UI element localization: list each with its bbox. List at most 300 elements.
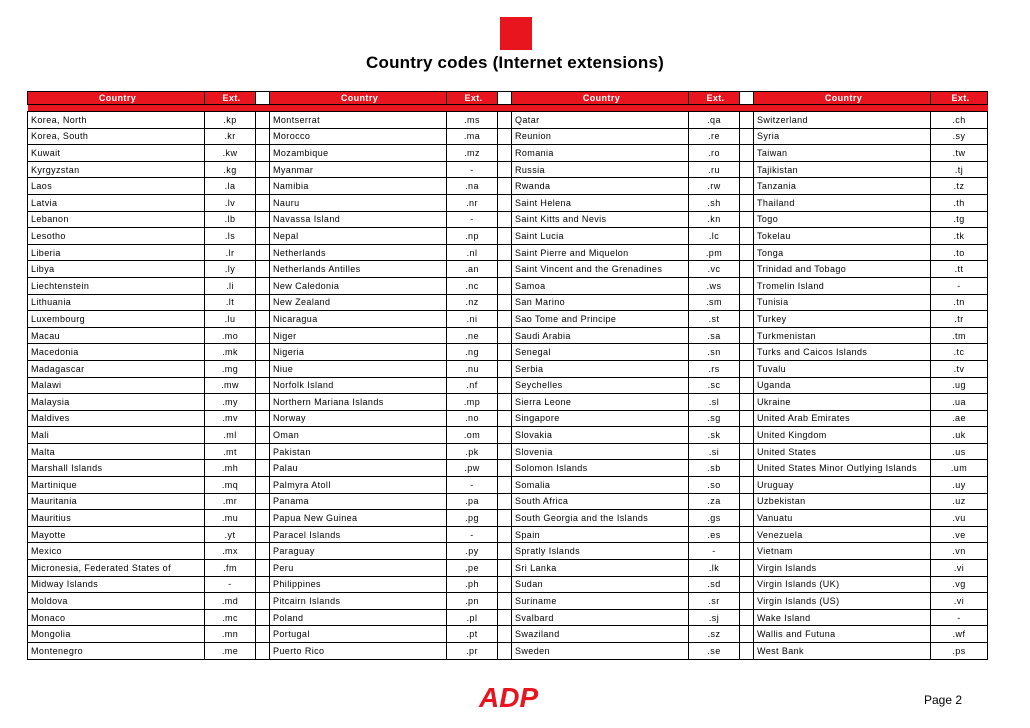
table-row (28, 593, 988, 610)
country-name-cell: South Africa (512, 493, 689, 510)
country-name-cell: Rwanda (512, 178, 689, 195)
country-ext-cell: .tz (931, 178, 988, 195)
country-name-cell: Turkmenistan (754, 327, 931, 344)
country-name-cell: Trinidad and Tobago (754, 261, 931, 278)
country-ext-cell: .pl (447, 609, 498, 626)
column-gap (740, 344, 754, 361)
country-name-cell: Saint Lucia (512, 228, 689, 245)
country-name-cell: Saudi Arabia (512, 327, 689, 344)
country-ext-cell: .pw (447, 460, 498, 477)
country-name-cell: Malawi (28, 377, 205, 394)
country-ext-cell: .si (689, 443, 740, 460)
column-gap (740, 161, 754, 178)
country-ext-cell: .ng (447, 344, 498, 361)
column-gap (256, 211, 270, 228)
country-ext-cell: .ma (447, 128, 498, 145)
country-ext-cell: .sr (689, 593, 740, 610)
country-name-cell: Vanuatu (754, 510, 931, 527)
column-gap (740, 228, 754, 245)
country-ext-cell: .yt (205, 526, 256, 543)
header-gap (498, 92, 512, 105)
table-row (28, 443, 988, 460)
country-ext-cell: .lv (205, 194, 256, 211)
country-name-cell: Turkey (754, 311, 931, 328)
country-name-cell: Spain (512, 526, 689, 543)
country-name-cell: Wake Island (754, 609, 931, 626)
country-ext-cell: .tn (931, 294, 988, 311)
country-ext-cell: .mg (205, 360, 256, 377)
header-ext: Ext. (447, 92, 498, 105)
country-name-cell: Lithuania (28, 294, 205, 311)
country-ext-cell: .sb (689, 460, 740, 477)
table-row (28, 427, 988, 444)
country-name-cell: Pitcairn Islands (270, 593, 447, 610)
column-gap (256, 609, 270, 626)
column-gap (740, 294, 754, 311)
column-gap (256, 443, 270, 460)
country-ext-cell: .na (447, 178, 498, 195)
column-gap (256, 526, 270, 543)
country-ext-cell: .tg (931, 211, 988, 228)
country-ext-cell: .mz (447, 145, 498, 162)
column-gap (740, 360, 754, 377)
column-gap (256, 460, 270, 477)
column-gap (740, 626, 754, 643)
country-ext-cell: .lr (205, 244, 256, 261)
country-ext-cell: .tc (931, 344, 988, 361)
country-ext-cell: - (447, 161, 498, 178)
country-ext-cell: .lb (205, 211, 256, 228)
country-name-cell: Uganda (754, 377, 931, 394)
column-gap (498, 394, 512, 411)
column-gap (740, 560, 754, 577)
table-row (28, 327, 988, 344)
country-name-cell: Uruguay (754, 477, 931, 494)
country-ext-cell: .mw (205, 377, 256, 394)
country-ext-cell: .nc (447, 277, 498, 294)
country-name-cell: Togo (754, 211, 931, 228)
country-ext-cell: .sk (689, 427, 740, 444)
country-ext-cell: .wf (931, 626, 988, 643)
country-ext-cell: .sj (689, 609, 740, 626)
country-name-cell: Tanzania (754, 178, 931, 195)
country-name-cell: Tokelau (754, 228, 931, 245)
country-name-cell: Spratly Islands (512, 543, 689, 560)
country-name-cell: New Caledonia (270, 277, 447, 294)
column-gap (498, 477, 512, 494)
country-name-cell: Liberia (28, 244, 205, 261)
country-ext-cell: .vn (931, 543, 988, 560)
country-ext-cell: .pr (447, 643, 498, 660)
column-gap (740, 543, 754, 560)
table-row (28, 178, 988, 195)
country-name-cell: Malaysia (28, 394, 205, 411)
column-gap (498, 493, 512, 510)
country-name-cell: Pakistan (270, 443, 447, 460)
column-gap (740, 327, 754, 344)
country-name-cell: Norfolk Island (270, 377, 447, 394)
country-name-cell: Saint Pierre and Miquelon (512, 244, 689, 261)
country-ext-cell: .mo (205, 327, 256, 344)
country-ext-cell: .qa (689, 112, 740, 129)
country-name-cell: Sri Lanka (512, 560, 689, 577)
country-ext-cell: .fm (205, 560, 256, 577)
table-row (28, 493, 988, 510)
country-ext-cell: .tt (931, 261, 988, 278)
country-name-cell: Martinique (28, 477, 205, 494)
country-ext-cell: .pa (447, 493, 498, 510)
country-ext-cell: - (447, 526, 498, 543)
table-row (28, 211, 988, 228)
country-ext-cell: .tm (931, 327, 988, 344)
country-name-cell: Mongolia (28, 626, 205, 643)
column-gap (256, 112, 270, 129)
country-ext-cell: .mh (205, 460, 256, 477)
column-gap (740, 643, 754, 660)
country-ext-cell: .ph (447, 576, 498, 593)
country-name-cell: Netherlands Antilles (270, 261, 447, 278)
country-ext-cell: .li (205, 277, 256, 294)
country-name-cell: Montserrat (270, 112, 447, 129)
country-ext-cell: .pt (447, 626, 498, 643)
table-body (28, 112, 988, 660)
country-name-cell: Tuvalu (754, 360, 931, 377)
country-name-cell: Paraguay (270, 543, 447, 560)
column-gap (256, 493, 270, 510)
country-name-cell: Mali (28, 427, 205, 444)
country-ext-cell: .mx (205, 543, 256, 560)
table-row (28, 543, 988, 560)
header-row (28, 92, 988, 105)
header-country: Country (270, 92, 447, 105)
red-square-decoration (500, 17, 532, 50)
country-ext-cell: .me (205, 643, 256, 660)
country-name-cell: Morocco (270, 128, 447, 145)
country-name-cell: Qatar (512, 112, 689, 129)
country-name-cell: Tonga (754, 244, 931, 261)
table-row (28, 377, 988, 394)
country-name-cell: Palmyra Atoll (270, 477, 447, 494)
country-ext-cell: .vi (931, 593, 988, 610)
column-gap (740, 510, 754, 527)
country-name-cell: New Zealand (270, 294, 447, 311)
country-name-cell: Mauritania (28, 493, 205, 510)
country-ext-cell: .lt (205, 294, 256, 311)
table-row (28, 228, 988, 245)
column-gap (498, 178, 512, 195)
country-name-cell: Moldova (28, 593, 205, 610)
column-gap (498, 410, 512, 427)
country-name-cell: Nauru (270, 194, 447, 211)
country-name-cell: Sao Tome and Principe (512, 311, 689, 328)
country-ext-cell: .vc (689, 261, 740, 278)
country-ext-cell: .py (447, 543, 498, 560)
country-ext-cell: .lk (689, 560, 740, 577)
country-name-cell: Virgin Islands (US) (754, 593, 931, 610)
column-gap (256, 377, 270, 394)
column-gap (256, 261, 270, 278)
country-name-cell: Puerto Rico (270, 643, 447, 660)
country-ext-cell: .mp (447, 394, 498, 411)
table-row (28, 460, 988, 477)
table-row (28, 112, 988, 129)
country-name-cell: Korea, South (28, 128, 205, 145)
country-ext-cell: .lu (205, 311, 256, 328)
column-gap (256, 228, 270, 245)
country-ext-cell: - (447, 211, 498, 228)
country-name-cell: Mayotte (28, 526, 205, 543)
country-ext-cell: .sc (689, 377, 740, 394)
table-row (28, 394, 988, 411)
country-name-cell: Philippines (270, 576, 447, 593)
header-ext: Ext. (205, 92, 256, 105)
header-country: Country (512, 92, 689, 105)
country-name-cell: Senegal (512, 344, 689, 361)
column-gap (498, 427, 512, 444)
country-ext-cell: .sz (689, 626, 740, 643)
country-name-cell: Luxembourg (28, 311, 205, 328)
country-ext-cell: .za (689, 493, 740, 510)
column-gap (740, 178, 754, 195)
country-name-cell: Mexico (28, 543, 205, 560)
column-gap (498, 344, 512, 361)
country-name-cell: Maldives (28, 410, 205, 427)
country-name-cell: Slovakia (512, 427, 689, 444)
country-name-cell: Liechtenstein (28, 277, 205, 294)
country-ext-cell: .mc (205, 609, 256, 626)
table-row (28, 510, 988, 527)
column-gap (256, 128, 270, 145)
country-ext-cell: .ch (931, 112, 988, 129)
column-gap (498, 327, 512, 344)
country-ext-cell: .pn (447, 593, 498, 610)
country-ext-cell: .kn (689, 211, 740, 228)
country-ext-cell: .sy (931, 128, 988, 145)
column-gap (256, 344, 270, 361)
country-name-cell: Midway Islands (28, 576, 205, 593)
country-ext-cell: .ae (931, 410, 988, 427)
column-gap (256, 394, 270, 411)
country-ext-cell: .pg (447, 510, 498, 527)
country-name-cell: Navassa Island (270, 211, 447, 228)
column-gap (740, 427, 754, 444)
column-gap (256, 510, 270, 527)
country-name-cell: Netherlands (270, 244, 447, 261)
column-gap (256, 593, 270, 610)
adp-logo-text: ADP (479, 682, 539, 713)
table-row (28, 410, 988, 427)
column-gap (256, 327, 270, 344)
country-name-cell: Libya (28, 261, 205, 278)
country-name-cell: Tajikistan (754, 161, 931, 178)
country-ext-cell: .rw (689, 178, 740, 195)
country-ext-cell: .gs (689, 510, 740, 527)
country-name-cell: Namibia (270, 178, 447, 195)
column-gap (740, 244, 754, 261)
country-ext-cell: .ml (205, 427, 256, 444)
country-name-cell: Laos (28, 178, 205, 195)
table-row (28, 194, 988, 211)
table-row (28, 261, 988, 278)
country-name-cell: Taiwan (754, 145, 931, 162)
table-row (28, 576, 988, 593)
column-gap (740, 394, 754, 411)
country-ext-cell: .um (931, 460, 988, 477)
header-country: Country (28, 92, 205, 105)
country-name-cell: United Arab Emirates (754, 410, 931, 427)
country-ext-cell: .ug (931, 377, 988, 394)
country-name-cell: United States (754, 443, 931, 460)
country-name-cell: Swaziland (512, 626, 689, 643)
country-name-cell: Sudan (512, 576, 689, 593)
country-ext-cell: .an (447, 261, 498, 278)
column-gap (740, 377, 754, 394)
country-name-cell: Lebanon (28, 211, 205, 228)
country-ext-cell: .ro (689, 145, 740, 162)
column-gap (256, 626, 270, 643)
country-name-cell: Panama (270, 493, 447, 510)
country-ext-cell: .us (931, 443, 988, 460)
country-name-cell: Korea, North (28, 112, 205, 129)
country-name-cell: Nepal (270, 228, 447, 245)
column-gap (498, 277, 512, 294)
column-gap (256, 543, 270, 560)
country-ext-cell: .tr (931, 311, 988, 328)
column-gap (256, 560, 270, 577)
country-name-cell: Uzbekistan (754, 493, 931, 510)
country-ext-cell: .no (447, 410, 498, 427)
country-ext-cell: .sl (689, 394, 740, 411)
table-row (28, 294, 988, 311)
column-gap (256, 311, 270, 328)
column-gap (740, 112, 754, 129)
country-name-cell: Latvia (28, 194, 205, 211)
country-name-cell: Palau (270, 460, 447, 477)
country-name-cell: Sweden (512, 643, 689, 660)
country-ext-cell: - (447, 477, 498, 494)
country-ext-cell: .rs (689, 360, 740, 377)
column-gap (740, 194, 754, 211)
country-ext-cell: .st (689, 311, 740, 328)
column-gap (740, 128, 754, 145)
column-gap (256, 161, 270, 178)
column-gap (256, 410, 270, 427)
country-name-cell: Kuwait (28, 145, 205, 162)
country-name-cell: Monaco (28, 609, 205, 626)
column-gap (256, 427, 270, 444)
country-name-cell: Tromelin Island (754, 277, 931, 294)
country-name-cell: Saint Helena (512, 194, 689, 211)
country-name-cell: Mozambique (270, 145, 447, 162)
header-gap (256, 92, 270, 105)
country-ext-cell: .tw (931, 145, 988, 162)
country-ext-cell: .nu (447, 360, 498, 377)
country-name-cell: Oman (270, 427, 447, 444)
column-gap (256, 360, 270, 377)
country-ext-cell: .md (205, 593, 256, 610)
country-ext-cell: .mr (205, 493, 256, 510)
column-gap (740, 443, 754, 460)
country-name-cell: Turks and Caicos Islands (754, 344, 931, 361)
country-name-cell: Montenegro (28, 643, 205, 660)
country-name-cell: Venezuela (754, 526, 931, 543)
country-ext-cell: .sd (689, 576, 740, 593)
country-ext-cell: - (205, 576, 256, 593)
country-ext-cell: .mt (205, 443, 256, 460)
column-gap (498, 460, 512, 477)
column-gap (740, 277, 754, 294)
country-name-cell: United Kingdom (754, 427, 931, 444)
country-name-cell: Singapore (512, 410, 689, 427)
country-ext-cell: .se (689, 643, 740, 660)
country-ext-cell: .uy (931, 477, 988, 494)
country-name-cell: Macau (28, 327, 205, 344)
country-name-cell: Niue (270, 360, 447, 377)
column-gap (740, 477, 754, 494)
country-ext-cell: .sg (689, 410, 740, 427)
table-row (28, 277, 988, 294)
country-name-cell: Malta (28, 443, 205, 460)
country-name-cell: Suriname (512, 593, 689, 610)
country-ext-cell: .mv (205, 410, 256, 427)
country-ext-cell: .vu (931, 510, 988, 527)
column-gap (498, 261, 512, 278)
column-gap (498, 360, 512, 377)
country-ext-cell: .kw (205, 145, 256, 162)
country-ext-cell: .nz (447, 294, 498, 311)
country-name-cell: West Bank (754, 643, 931, 660)
column-gap (256, 576, 270, 593)
column-gap (498, 211, 512, 228)
country-name-cell: Peru (270, 560, 447, 577)
column-gap (498, 510, 512, 527)
country-ext-cell: .mk (205, 344, 256, 361)
header-gap (740, 92, 754, 105)
table-row (28, 643, 988, 660)
country-name-cell: Macedonia (28, 344, 205, 361)
table-row (28, 477, 988, 494)
table-row (28, 526, 988, 543)
column-gap (498, 560, 512, 577)
country-ext-cell: .la (205, 178, 256, 195)
column-gap (498, 377, 512, 394)
country-ext-cell: .tk (931, 228, 988, 245)
column-gap (740, 261, 754, 278)
header-ext: Ext. (931, 92, 988, 105)
country-ext-cell: .ms (447, 112, 498, 129)
country-name-cell: Virgin Islands (754, 560, 931, 577)
country-name-cell: Seychelles (512, 377, 689, 394)
table-row (28, 145, 988, 162)
column-gap (498, 128, 512, 145)
country-ext-cell: .my (205, 394, 256, 411)
column-gap (740, 526, 754, 543)
country-name-cell: Sierra Leone (512, 394, 689, 411)
country-ext-cell: .es (689, 526, 740, 543)
country-name-cell: Russia (512, 161, 689, 178)
country-name-cell: Slovenia (512, 443, 689, 460)
column-gap (498, 244, 512, 261)
country-name-cell: Nicaragua (270, 311, 447, 328)
country-name-cell: Solomon Islands (512, 460, 689, 477)
country-ext-cell: .uk (931, 427, 988, 444)
country-name-cell: Papua New Guinea (270, 510, 447, 527)
column-gap (256, 643, 270, 660)
column-gap (498, 228, 512, 245)
country-ext-cell: .kp (205, 112, 256, 129)
country-ext-cell: .ly (205, 261, 256, 278)
country-ext-cell: .kr (205, 128, 256, 145)
